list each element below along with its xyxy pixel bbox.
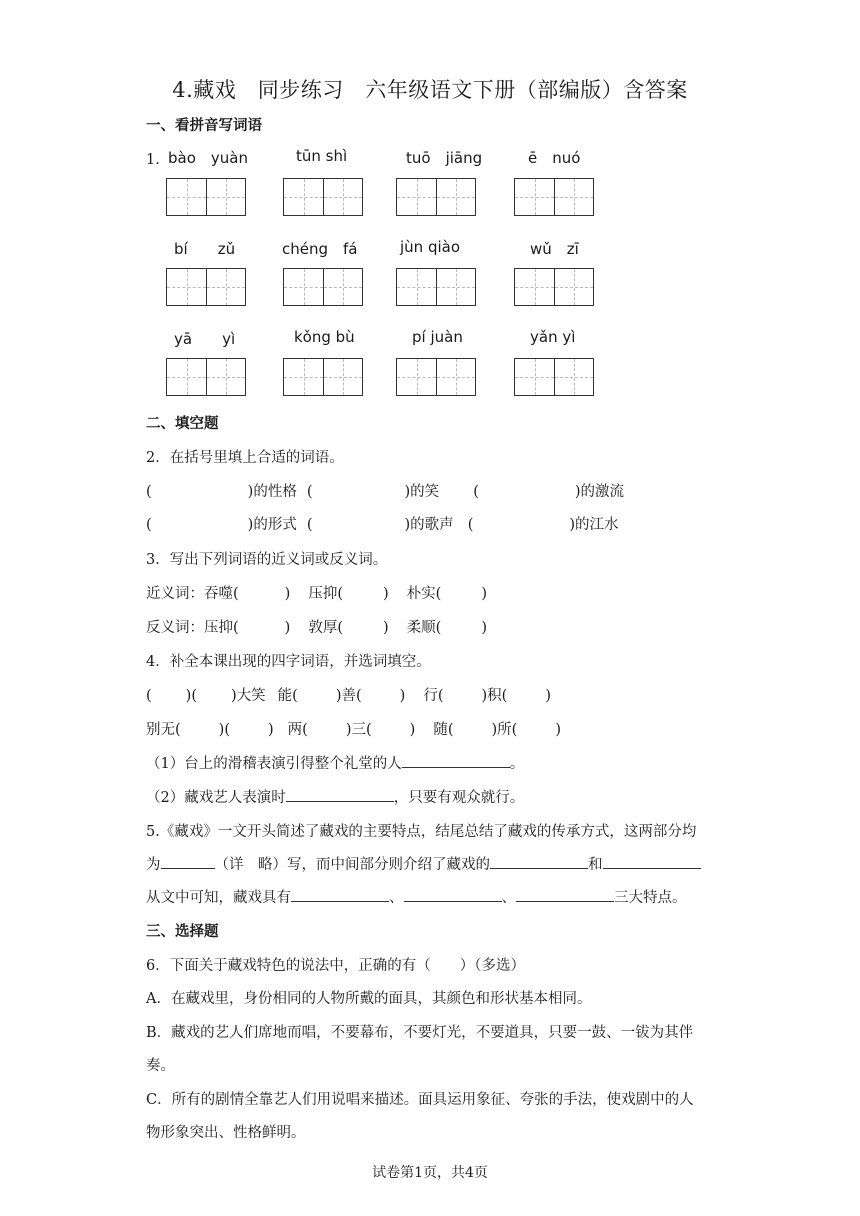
question-5-line-3: 从文中可知，藏戏具有 、 、 三大特点。 [146,886,687,907]
writing-box[interactable] [166,268,246,306]
writing-box[interactable] [166,358,246,396]
question-4-row-1: ( )( )大笑 能( )善( ) 行( )积( ) [146,688,552,704]
option-c-line-2[interactable]: 物形象突出、性格鲜明。 [146,1125,306,1141]
answer-blank[interactable] [286,787,394,802]
option-b-line-1[interactable]: B．藏戏的艺人们席地而唱，不要幕布，不要灯光，不要道具，只要一鼓、一钹为其伴 [146,1025,694,1041]
option-a[interactable]: A．在藏戏里，身份相同的人物所戴的面具，其颜色和形状基本相同。 [146,991,592,1007]
answer-blank[interactable] [291,887,389,902]
writing-box[interactable] [396,358,476,396]
pinyin-label: tuō jiāng [406,149,483,167]
writing-box[interactable] [283,358,363,396]
pinyin-label: chéng fá [282,240,358,258]
pinyin-label: pí juàn [412,328,463,346]
answer-blank[interactable] [490,854,588,869]
writing-box[interactable] [396,268,476,306]
writing-box[interactable] [166,178,246,216]
pinyin-label: jùn qiào [400,238,461,256]
section-heading-3: 三、选择题 [146,924,219,940]
writing-box[interactable] [514,178,594,216]
pinyin-label: tūn shì [296,147,348,165]
writing-box[interactable] [283,268,363,306]
question-3-row-1: 近义词：吞噬( ) 压抑( ) 朴实( ) [146,586,488,602]
pinyin-label: bào yuàn [168,149,248,167]
question-6: 6．下面关于藏戏特色的说法中，正确的有（ ）（多选） [146,958,525,974]
question-4-sub-1: （1）台上的滑稽表演引得整个礼堂的人 。 [146,752,524,773]
question-5-line-2: 为 （详 略）写，而中间部分则介绍了藏戏的 和 [146,853,701,874]
pinyin-label: bí zǔ [174,240,236,258]
writing-box[interactable] [396,178,476,216]
question-2: 2．在括号里填上合适的词语。 [146,450,344,466]
section-heading-1: 一、看拼音写词语 [146,118,262,134]
question-4-row-2: 别无( )( ) 两( )三( ) 随( )所( ) [146,722,562,738]
question-4: 4．补全本课出现的四字词语，并选词填空。 [146,654,431,670]
writing-box[interactable] [514,268,594,306]
option-c-line-1[interactable]: C．所有的剧情全靠艺人们用说唱来描述。面具运用象征、夸张的手法，使戏剧中的人 [146,1092,694,1108]
option-b-line-2[interactable]: 奏。 [146,1058,175,1074]
question-1-number: 1． [146,152,170,168]
answer-blank[interactable] [402,753,510,768]
answer-blank[interactable] [603,854,701,869]
pinyin-label: yǎn yì [530,328,576,346]
question-5-line-1: 5.《藏戏》一文开头简述了藏戏的主要特点，结尾总结了藏戏的传承方式，这两部分均 [146,824,697,840]
pinyin-label: ē nuó [528,149,581,167]
page-title: 4.藏戏 同步练习 六年级语文下册（部编版）含答案 [172,78,688,102]
answer-blank[interactable] [516,887,614,902]
pinyin-label: kǒng bù [294,328,355,346]
page-footer: 试卷第1页，共4页 [372,1165,488,1181]
answer-blank[interactable] [161,854,215,869]
answer-blank[interactable] [404,887,502,902]
pinyin-label: yā yì [174,330,236,348]
section-heading-2: 二、填空题 [146,416,219,432]
question-3-row-2: 反义词：压抑( ) 敦厚( ) 柔顺( ) [146,620,488,636]
question-4-sub-2: （2）藏戏艺人表演时 ，只要有观众就行。 [146,786,524,807]
writing-box[interactable] [283,178,363,216]
question-2-row-2: ( )的形式 ( )的歌声 ( )的江水 [146,517,619,533]
writing-box[interactable] [514,358,594,396]
pinyin-label: wǔ zī [530,240,579,258]
question-3: 3．写出下列词语的近义词或反义词。 [146,552,388,568]
question-2-row-1: ( )的性格 ( )的笑 ( )的激流 [146,484,625,500]
